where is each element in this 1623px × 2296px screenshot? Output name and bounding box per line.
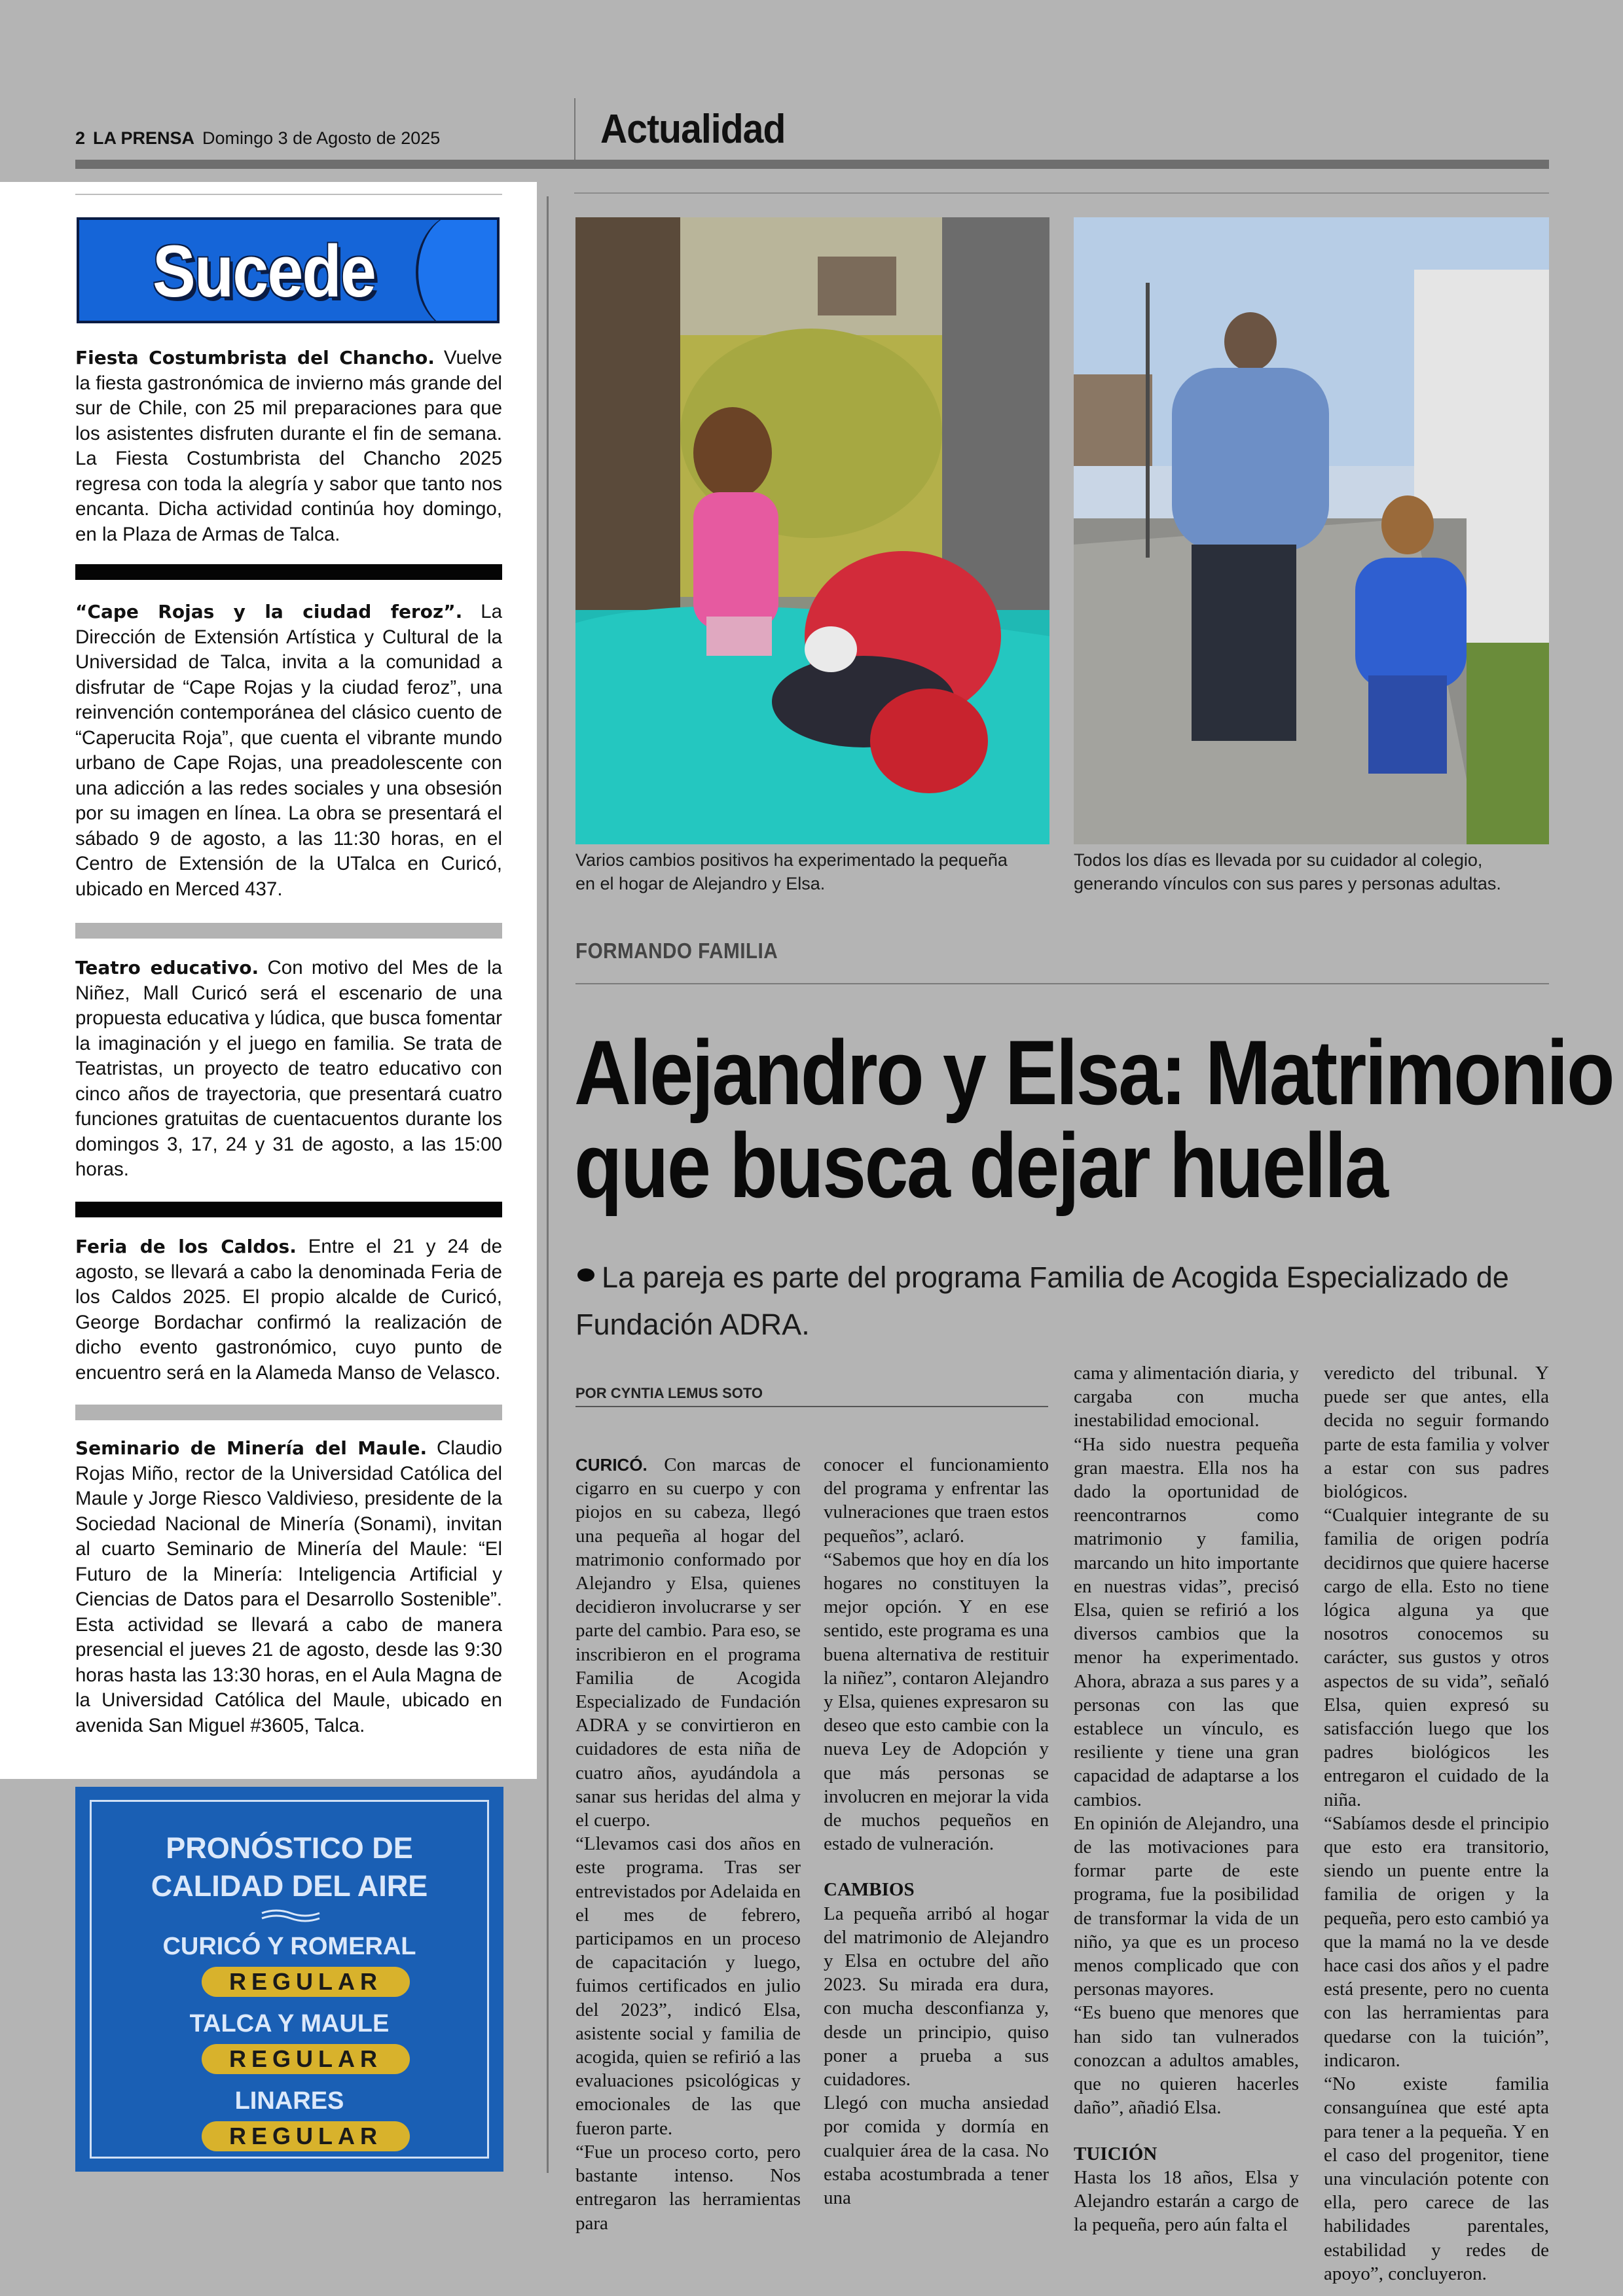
paragraph-text: Con marcas de cigarro en su cuerpo y con piojos en su cabeza, llegó una pequeña al hogar del matrimonio conformado por Alejandro y Elsa, quienes decidieron involucrarse y ser parte del cambio. Para eso, se inscribieron en el programa Familia de Acogida Especializado de Fundación ADRA y se convirtieron en cuidadores de esta niña de cuatro años, ayudándola a sanar sus heridas del alma y el cuerpo. — [575, 1454, 801, 1831]
article-column-4 — [1324, 1361, 1549, 2286]
article-paragraph: “Ha sido nuestra pequeña gran maestra. Ella nos ha dado la oportunidad de reencontrarnos como matrimonio y familia, marcando un hito importante en nuestras vidas”, precisó Elsa, quien se refirió a los diversos cambios que la menor ha experimentado. Ahora, abraza a sus pares y a personas con las que establece un vínculo, es resiliente y tiene una gran capacidad de adaptarse a los cambios. — [1074, 1433, 1299, 1810]
sidebar-item — [75, 346, 502, 547]
article-paragraph: La pequeña arribó al hogar del matrimonio de Alejandro y Elsa en octubre del año 2023. Su mirada era dura, con mucha desconfianza y, desde un principio, quiso poner a prueba a sus cuidadores. — [824, 1903, 1049, 2090]
header-rule — [574, 192, 1549, 194]
sidebar-item-text: Claudio Rojas Miño, rector de la Universidad Católica del Maule y Jorge Riesco Valdivieso, presidente de la Sociedad Nacional de Minería (Sonami), invitan al cuarto Seminario de Minería del Maule: “El Futuro de la Minería: Inteligencia Artificial y Ciencias de Datos para el Desarrollo Sostenible”. Esta actividad se llevará a cabo de manera presencial el jueves 21 de agosto, desde las 9:30 horas hasta las 13:30 horas, en el Aula Magna de la Universidad Católica del Maule, ubicado en avenida San Miguel #3605, Talca. — [75, 1437, 502, 1736]
article-paragraph: Llegó con mucha ansiedad por comida y dormía en cualquier área de la casa. No estaba acostumbrada a tener una — [824, 2092, 1049, 2209]
sucede-badge-text: Sucede — [153, 230, 376, 312]
air-quality-title-line2: CALIDAD DEL AIRE — [151, 1869, 428, 1903]
article-column-3 — [1074, 1361, 1299, 2236]
air-quality-title — [92, 1829, 487, 1905]
sidebar-divider — [75, 923, 502, 939]
kicker-rule — [575, 983, 1549, 984]
article-paragraph: veredicto del tribunal. Y puede ser que antes, ella decida no seguir formando parte de esta familia y volver a estar con sus padres biológicos. — [1324, 1363, 1549, 1503]
page-number: 2 — [75, 128, 86, 148]
sidebar-item — [75, 1234, 502, 1386]
publication-date: Domingo 3 de Agosto de 2025 — [202, 128, 441, 148]
byline-rule — [575, 1406, 1048, 1407]
sidebar-item-title: Fiesta Costumbrista del Chancho. — [75, 347, 435, 368]
article-column-2 — [824, 1453, 1049, 2210]
photo-walking-to-school — [1074, 217, 1549, 844]
air-region-status: REGULAR — [202, 2044, 410, 2074]
photo-girl-illustration — [575, 217, 1049, 844]
photo-caption-right: Todos los días es llevada por su cuidador al colegio, generando vínculos con sus pares y personas adultas. — [1074, 850, 1501, 893]
sidebar-item-text: Con motivo del Mes de la Niñez, Mall Curicó será el escenario de una propuesta educativa y lúdica, que busca fomentar la imaginación y el juego en familia. Se trata de Teatristas, un proyecto de teatro educativo con cinco años de trayectoria, que presentará cuatro funciones gratuitas de cuentacuentos durante los domingos 3, 17, 24 y 31 de agosto, a las 15:00 horas. — [75, 957, 502, 1180]
sidebar-item-title: Teatro educativo. — [75, 957, 259, 978]
article-paragraph: En opinión de Alejandro, una de las motivaciones para formar parte de este programa, fue la posibilidad de transformar la vida de un niño, ya que es un proceso menos complicado que con personas mayores. — [1074, 1812, 1299, 2000]
article-subheading: TUICIÓN — [1074, 2143, 1158, 2164]
article-paragraph: “Sabemos que hoy en día los hogares no constituyen la mejor opción. Y en ese sentido, este programa es una buena alternativa de restituir la niñez”, contaron Alejandro y Elsa, quienes expresaron su deseo que esto cambie con la nueva Ley de Adopción y que más personas se involucren en mejorar la vida de muchos pequeños en estado de vulneración. — [824, 1549, 1049, 1855]
article-paragraph: “Fue un proceso corto, pero bastante intenso. Nos entregaron las herramientas para — [575, 2141, 801, 2234]
page-header-info — [75, 128, 440, 149]
wave-icon — [261, 1908, 321, 1922]
air-region-name: CURICÓ Y ROMERAL — [162, 1933, 416, 1960]
article-paragraph: “Cualquier integrante de su familia de origen podría decidirnos que quiere hacerse cargo de ella. Esto no tiene lógica alguna ya que nosotros conocemos su carácter, sus gustos y otros aspectos de su vida”, señaló Elsa, quien expresó su satisfacción luego que los padres biológicos les entregaron el cuidado de la niña. — [1324, 1505, 1549, 1810]
sidebar-divider — [75, 1405, 502, 1420]
sidebar-item-title: Feria de los Caldos. — [75, 1236, 297, 1257]
header-separator — [574, 98, 575, 160]
headline-line2: que busca dejar huella — [574, 1114, 1387, 1217]
air-quality-frame — [90, 1800, 489, 2159]
article-subheading: CAMBIOS — [824, 1879, 915, 1901]
sidebar-divider — [75, 564, 502, 580]
sidebar-item-text: La Dirección de Extensión Artística y Cultural de la Universidad de Talca, invita a la comunidad a disfrutar de “Cape Rojas y la ciudad feroz”, una reinvención contemporánea del clásico cuento de “Caperucita Roja”, que cuenta el vibrante mundo urbano de Cape Rojas, una preadolescente con una adicción a las redes sociales y una obsesión por su imagen en línea. La obra se presentará el sábado 9 de agosto, a las 11:30 horas, en el Centro de Extensión de la UTalca en Curicó, ubicado en Merced 437. — [75, 601, 503, 900]
article-paragraph: cama y alimentación diaria, y cargaba con mucha inestabilidad emocional. — [1074, 1363, 1299, 1431]
air-quality-title-line1: PRONÓSTICO DE — [166, 1831, 413, 1865]
article-subhead: La pareja es parte del programa Familia de Acogida Especializado de Fundación ADRA. — [575, 1261, 1509, 1341]
air-region-name: LINARES — [234, 2087, 344, 2115]
article-headline — [574, 1021, 1613, 1217]
article-column-1 — [575, 1453, 801, 2235]
article-kicker: FORMANDO FAMILIA — [575, 939, 778, 963]
article-paragraph: “Sabíamos desde el principio que esto era transitorio, siendo un puente entre la familia de origen y la pequeña, pero esto cambió ya que la mamá no la ve desde hace casi dos años y el padre está presente, pero no cuenta con las herramientas para quedarse con la tuición”, indicaron. — [1324, 1812, 1549, 2071]
sidebar-item — [75, 1436, 502, 1738]
air-region-status: REGULAR — [202, 2121, 410, 2151]
air-quality-box — [75, 1787, 503, 2172]
section-title: Actualidad — [600, 107, 786, 152]
sidebar-item — [75, 956, 502, 1183]
sidebar-top-rule — [75, 194, 502, 195]
sidebar-item-title: Seminario de Minería del Maule. — [75, 1437, 428, 1459]
header-bar — [75, 160, 1549, 169]
sidebar-item — [75, 600, 502, 902]
article-paragraph: “Es bueno que menores que han sido tan vulnerados conozcan a adultos amables, que no quieren hacerles daño”, añadió Elsa. — [1074, 2002, 1299, 2119]
headline-line1: Alejandro y Elsa: Matrimonio — [574, 1021, 1613, 1124]
sidebar-item-text: Vuelve la fiesta gastronómica de invierno más grande del sur de Chile, con 25 mil preparaciones para que los asistentes disfruten durante el fin de semana. La Fiesta Costumbrista del Chancho 2025 regresa con toda la alegría y sabor que tanto nos encanta. Dicha actividad continúa hoy domingo, en la Plaza de Armas de Talca. — [75, 347, 502, 545]
photo-caption-left: Varios cambios positivos ha experimentado la pequeña en el hogar de Alejandro y Elsa. — [575, 850, 1008, 893]
article-paragraph: “Llevamos casi dos años en este programa. Tras ser entrevistados por Adelaida en el mes de febrero, participamos en un proceso de capacitación y luego, fuimos certificados en julio del 2023”, indicó Elsa, asistente social y familia de acogida, quien se refirió a las evaluaciones psicológicas y emocionales de las que fueron parte. — [575, 1833, 801, 2139]
column-separator — [547, 196, 549, 2173]
publication-name: LA PRENSA — [93, 128, 195, 148]
article-paragraph: conocer el funcionamiento del programa y enfrentar las vulneraciones que traen estos pequeños”, aclaró. — [824, 1454, 1049, 1547]
page-curl-decoration — [416, 217, 500, 323]
photo-walk-illustration — [1074, 217, 1549, 844]
sidebar-item-title: “Cape Rojas y la ciudad feroz”. — [75, 601, 463, 622]
sidebar-divider — [75, 1202, 502, 1217]
article-paragraph — [575, 1453, 801, 1832]
sidebar-item-text: Entre el 21 y 24 de agosto, se llevará a cabo la denominada Feria de los Caldos 2025. El propio alcalde de Curicó, George Bordachar confirmó la realización de dicho evento gastronómico, cuyo punto de encuentro será en la Alameda Manso de Velasco. — [75, 1236, 502, 1384]
article-paragraph: “No existe familia consanguínea que esté apta para tener a la pequeña. Y en el caso del progenitor, tiene una vinculación potente con ella, pero carece de las habilidades parentales, estabilidad y redes de apoyo”, concluyeron. — [1324, 2073, 1549, 2284]
sucede-badge — [77, 217, 500, 323]
photo-girl-at-window — [575, 217, 1049, 844]
air-region-status: REGULAR — [202, 1967, 410, 1997]
article-byline: POR CYNTIA LEMUS SOTO — [575, 1385, 763, 1401]
dateline: CURICÓ. — [575, 1455, 647, 1475]
air-region-name: TALCA Y MAULE — [189, 2010, 390, 2037]
article-paragraph: Hasta los 18 años, Elsa y Alejandro estarán a cargo de la pequeña, pero aún falta el — [1074, 2166, 1299, 2236]
